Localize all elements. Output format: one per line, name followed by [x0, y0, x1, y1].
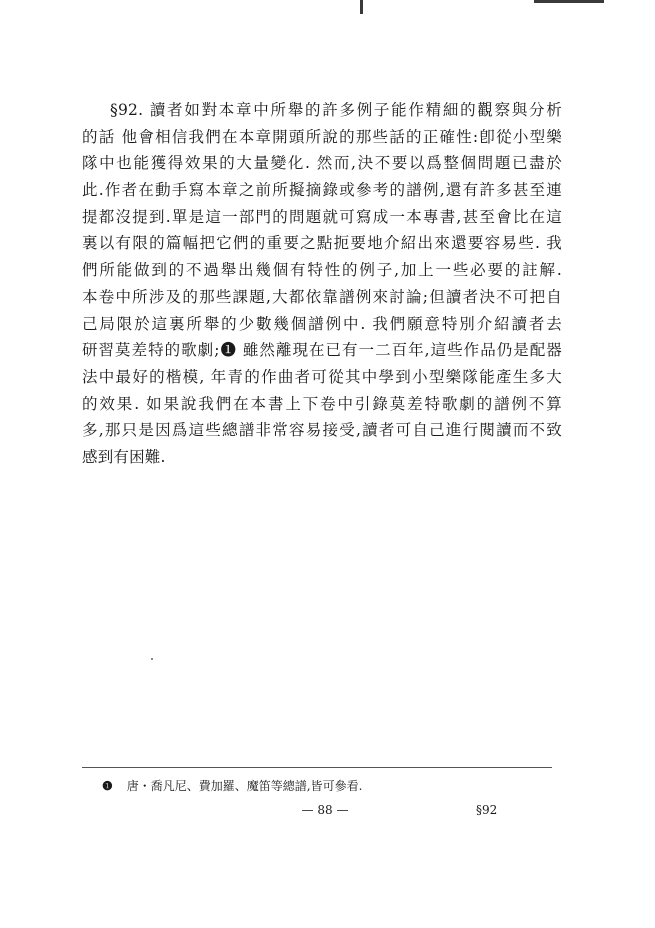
body-line: 的效果. 如果說我們在本書上下卷中引錄莫差特歌劇的譜例不算	[82, 394, 562, 413]
body-line: 己局限於這裏所舉的少數幾個譜例中. 我們願意特別介紹讀者去	[82, 314, 562, 333]
body-text	[82, 97, 562, 471]
page-number: — 88 —	[301, 803, 349, 817]
body-line: 本卷中所涉及的那些課題,大都依靠譜例來討論;但讀者決不可把自	[82, 287, 562, 306]
body-line: 多,那只是因爲這些總譜非常容易接受,讀者可自己進行閱讀而不致	[82, 421, 562, 440]
body-line: §92. 讀者如對本章中所舉的許多例子能作精細的觀察與分析	[110, 101, 562, 119]
section-reference: §92	[476, 803, 498, 817]
footnote-marker: ❶	[102, 779, 113, 793]
scan-speck	[151, 658, 153, 660]
body-line: 裏以有限的篇幅把它們的重要之點扼要地介紹出來還要容易些. 我	[82, 234, 562, 253]
body-line: 的話 他會相信我們在本章開頭所說的那些話的正確性:卽從小型樂	[82, 127, 562, 146]
body-line: 研習莫差特的歌劇;❶ 雖然離現在已有一二百年,這些作品仍是配器	[82, 341, 562, 360]
body-line: 們所能做到的不過舉出幾個有特性的例子,加上一些必要的註解.	[82, 261, 562, 280]
body-line: 隊中也能獲得效果的大量變化. 然而,決不要以爲整個問題已盡於	[82, 154, 562, 173]
body-line: 感到有困難.	[82, 447, 166, 466]
footnote-text: 唐・喬凡尼、費加羅、魔笛等總譜,皆可參看.	[126, 779, 363, 793]
scan-artifact-mark	[360, 0, 363, 14]
body-line: 法中最好的楷模, 年青的作曲者可從其中學到小型樂隊能產生多大	[82, 367, 562, 386]
scan-artifact-bar	[534, 0, 604, 3]
footnote-divider	[82, 767, 552, 768]
body-line: 提都沒提到.單是這一部門的問題就可寫成一本專書,甚至會比在這	[82, 207, 562, 226]
body-line: 此.作者在動手寫本章之前所擬摘錄或參考的譜例,還有許多甚至連	[82, 181, 562, 200]
footnote	[102, 777, 362, 794]
